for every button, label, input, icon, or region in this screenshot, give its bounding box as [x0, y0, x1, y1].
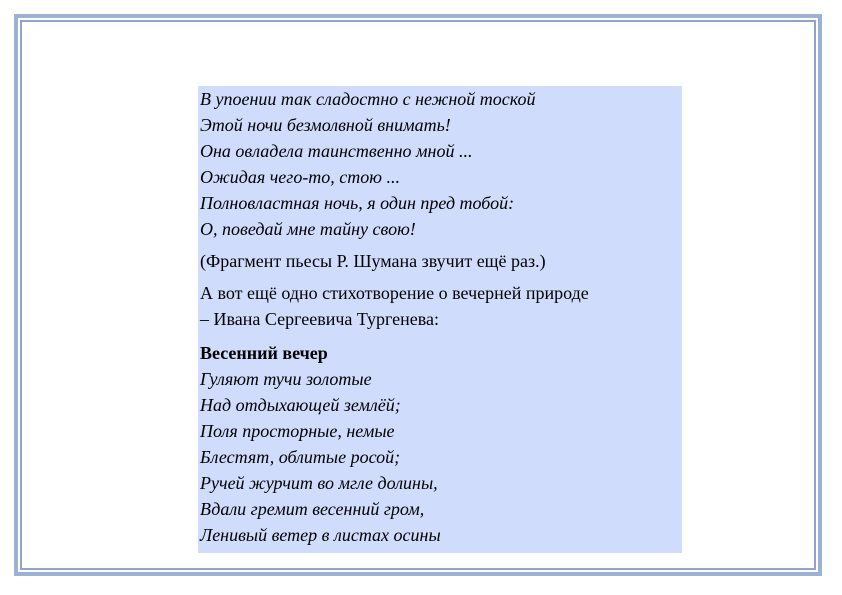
- intro-paragraph: [200, 280, 682, 332]
- poem-1-line: В упоении так сладостно с нежной тоской: [200, 89, 536, 109]
- poem-1-line: Ожидая чего-то, стою ...: [200, 167, 400, 187]
- music-note: (Фрагмент пьесы Р. Шумана звучит ещё раз.): [200, 251, 546, 271]
- poem-2-line: Блестят, облитые росой;: [200, 447, 401, 467]
- intro-line-2: – Ивана Сергеевича Тургенева:: [200, 309, 439, 329]
- text-block: [198, 86, 682, 553]
- poem-1-line: Полновластная ночь, я один пред тобой:: [200, 193, 515, 213]
- poem-1-line: О, поведай мне тайну свою!: [200, 219, 416, 239]
- poem-2-line: Ручей журчит во мгле долины,: [200, 473, 438, 493]
- poem-1-line: Она овладела таинственно мной ...: [200, 141, 473, 161]
- poem-1-line: Этой ночи безмолвной внимать!: [200, 115, 451, 135]
- poem-2-line: Вдали гремит весенний гром,: [200, 499, 425, 519]
- poem-2-line: Над отдыхающей землёй;: [200, 395, 401, 415]
- poem-1: [200, 86, 682, 242]
- poem-2: [200, 366, 682, 548]
- intro-line-1: А вот ещё одно стихотворение о вечерней природе: [200, 283, 589, 303]
- poem-2-line: Поля просторные, немые: [200, 421, 395, 441]
- poem-2-line: Гуляют тучи золотые: [200, 369, 372, 389]
- poem-2-title: Весенний вечер: [200, 343, 328, 363]
- poem-2-line: Ленивый ветер в листах осины: [200, 525, 441, 545]
